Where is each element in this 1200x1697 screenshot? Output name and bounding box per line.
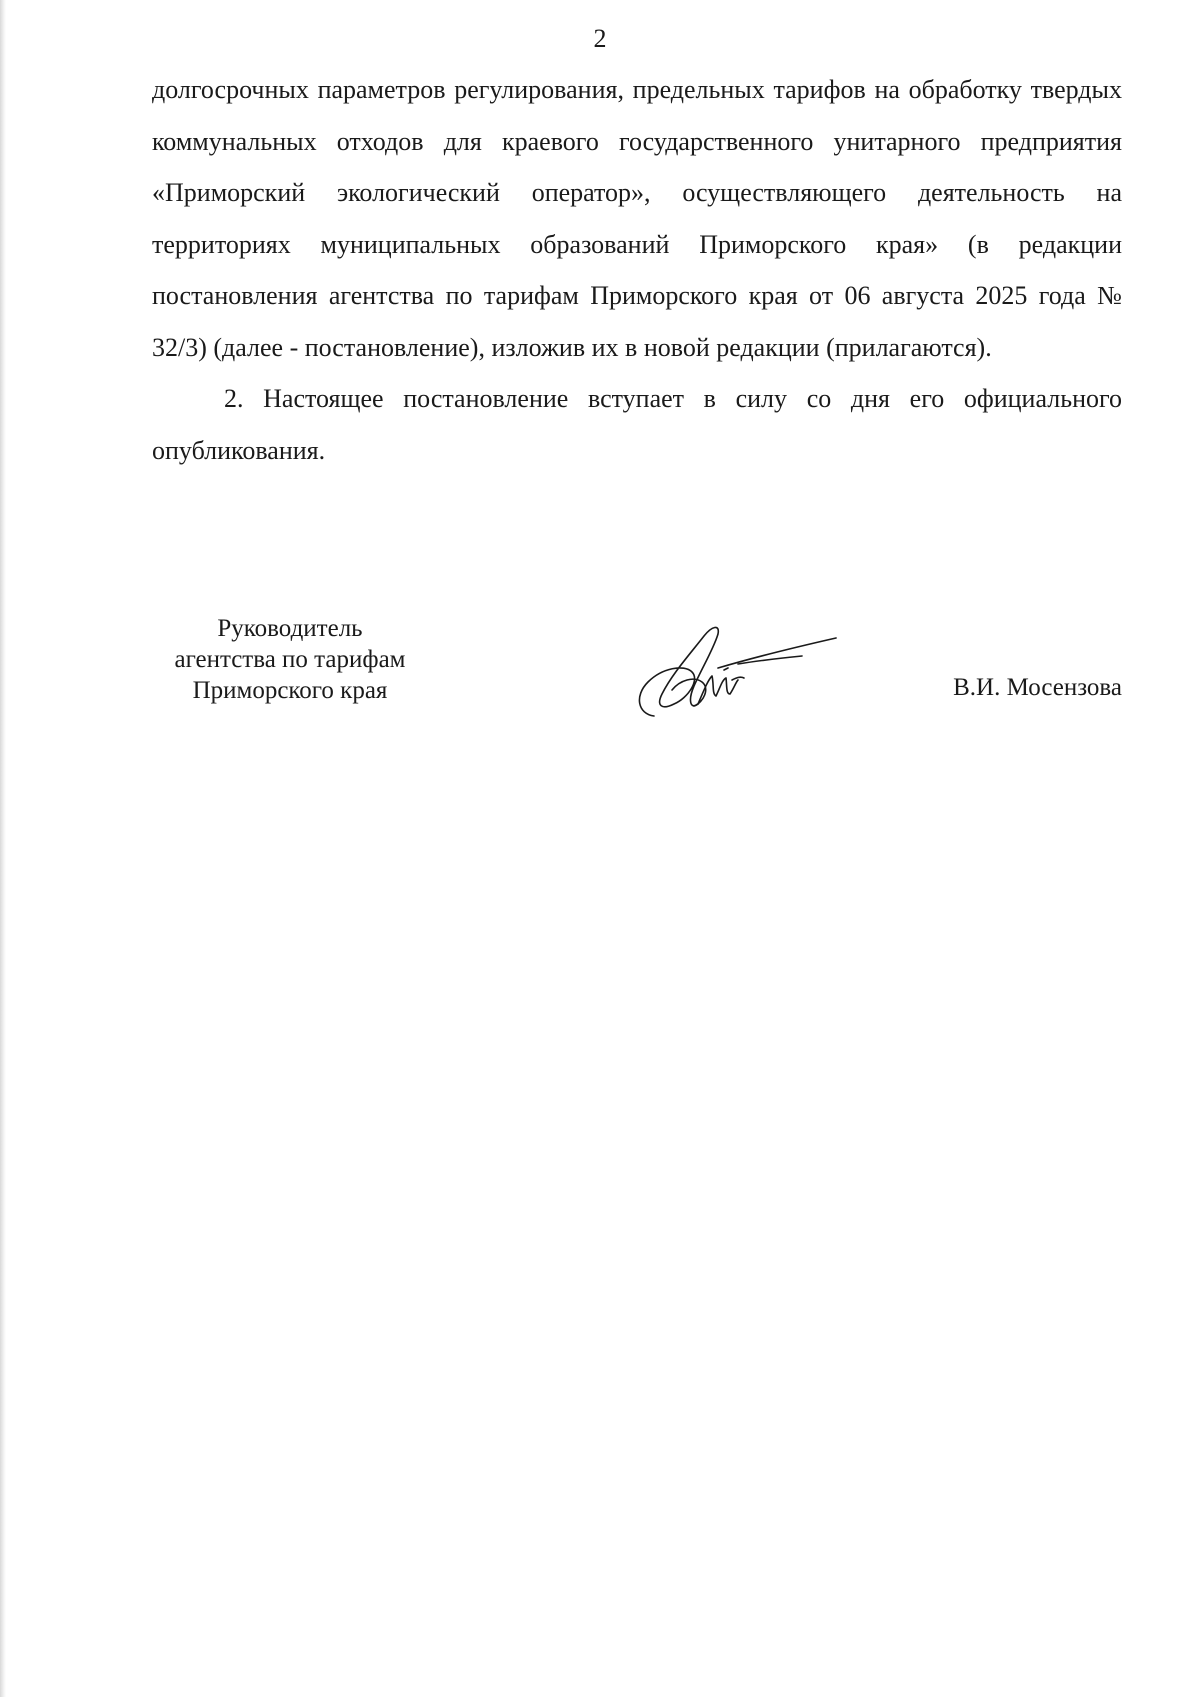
page-number: 2 — [593, 24, 607, 53]
document-body — [152, 64, 1122, 476]
scan-edge-shadow — [0, 0, 6, 1697]
paragraph-continued: долгосрочных параметров регулирования, предельных тарифов на обработку твердых коммунальных отходов для краевого государственного унитарного предприятия «Приморский экологический оператор», осуществляющего деятельность на территориях муниципальных образований Приморского края» (в редакции постановления агентства по тарифам Приморского края от 06 августа 2025 года № 32/3) (далее - постановление), изложив их в новой редакции (прилагаются). — [152, 75, 1122, 362]
signatory-name: В.И. Мосензова — [953, 674, 1122, 701]
paragraph-2: 2. Настоящее постановление вступает в силу со дня его официального опубликования. — [152, 384, 1122, 465]
signatory-title-line-2: агентства по тарифам — [174, 646, 406, 673]
handwritten-signature-icon — [632, 618, 842, 728]
signatory-title-line-1: Руководитель — [217, 615, 363, 642]
signatory-title-line-3: Приморского края — [192, 677, 388, 704]
signatory-title — [140, 613, 440, 706]
